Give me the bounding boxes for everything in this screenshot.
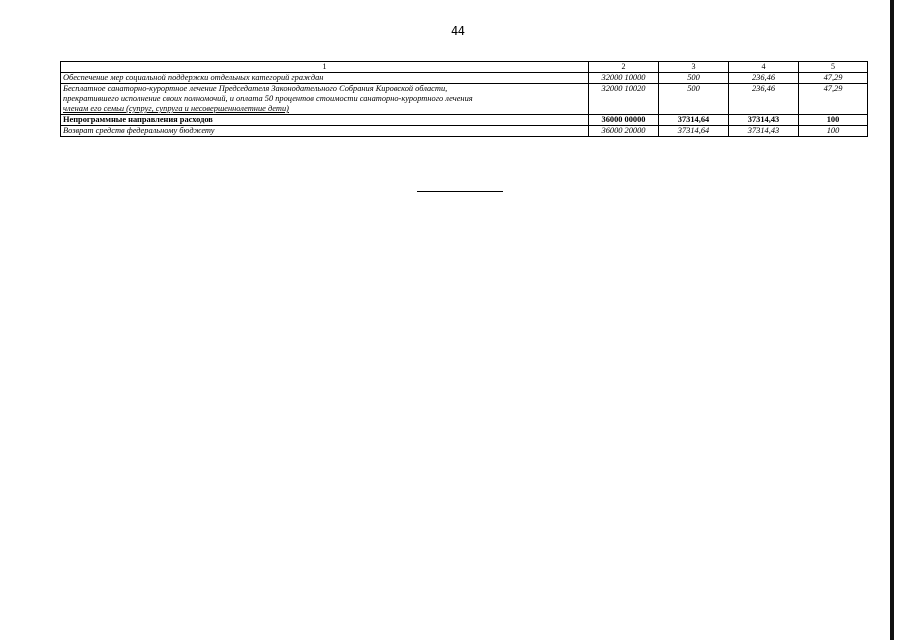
- row-col4: 236,46: [729, 73, 799, 84]
- header-cell-2: 2: [589, 62, 659, 73]
- row-col4: 37314,43: [729, 126, 799, 137]
- row-col5: 100: [799, 126, 868, 137]
- row-col3: 37314,64: [659, 126, 729, 137]
- header-cell-3: 3: [659, 62, 729, 73]
- row-code: 36000 00000: [589, 115, 659, 126]
- table-row: [61, 73, 868, 84]
- table-row: [61, 126, 868, 137]
- scan-edge-shadow: [890, 0, 894, 640]
- row-name: Возврат средств федеральному бюджету: [61, 126, 589, 137]
- row-col4: 37314,43: [729, 115, 799, 126]
- table-header-row: [61, 62, 868, 73]
- row-name: [61, 84, 589, 115]
- end-divider-line: [417, 191, 503, 192]
- row-col5: 100: [799, 115, 868, 126]
- table-row: [61, 115, 868, 126]
- row-name: Непрограммные направления расходов: [61, 115, 589, 126]
- row-code: 32000 10020: [589, 84, 659, 115]
- row-name-line: членам его семьи (супруг, супруга и несовершеннолетние дети): [63, 104, 289, 113]
- table-row: [61, 84, 868, 115]
- row-col3: 37314,64: [659, 115, 729, 126]
- row-col4: 236,46: [729, 84, 799, 115]
- header-cell-1: 1: [61, 62, 589, 73]
- budget-table: [60, 61, 868, 137]
- row-code: 32000 10000: [589, 73, 659, 84]
- row-name-line: прекратившего исполнение своих полномочий, и оплата 50 процентов стоимости санаторно-курортного лечения: [63, 94, 473, 103]
- row-col3: 500: [659, 73, 729, 84]
- row-code: 36000 20000: [589, 126, 659, 137]
- page-number: 44: [451, 24, 465, 38]
- row-col5: 47,29: [799, 84, 868, 115]
- row-col3: 500: [659, 84, 729, 115]
- row-name-line: Бесплатное санаторно-курортное лечение Председателя Законодательного Собрания Кировской области,: [63, 84, 448, 93]
- header-cell-5: 5: [799, 62, 868, 73]
- header-cell-4: 4: [729, 62, 799, 73]
- row-col5: 47,29: [799, 73, 868, 84]
- row-name: Обеспечение мер социальной поддержки отдельных категорий граждан: [61, 73, 589, 84]
